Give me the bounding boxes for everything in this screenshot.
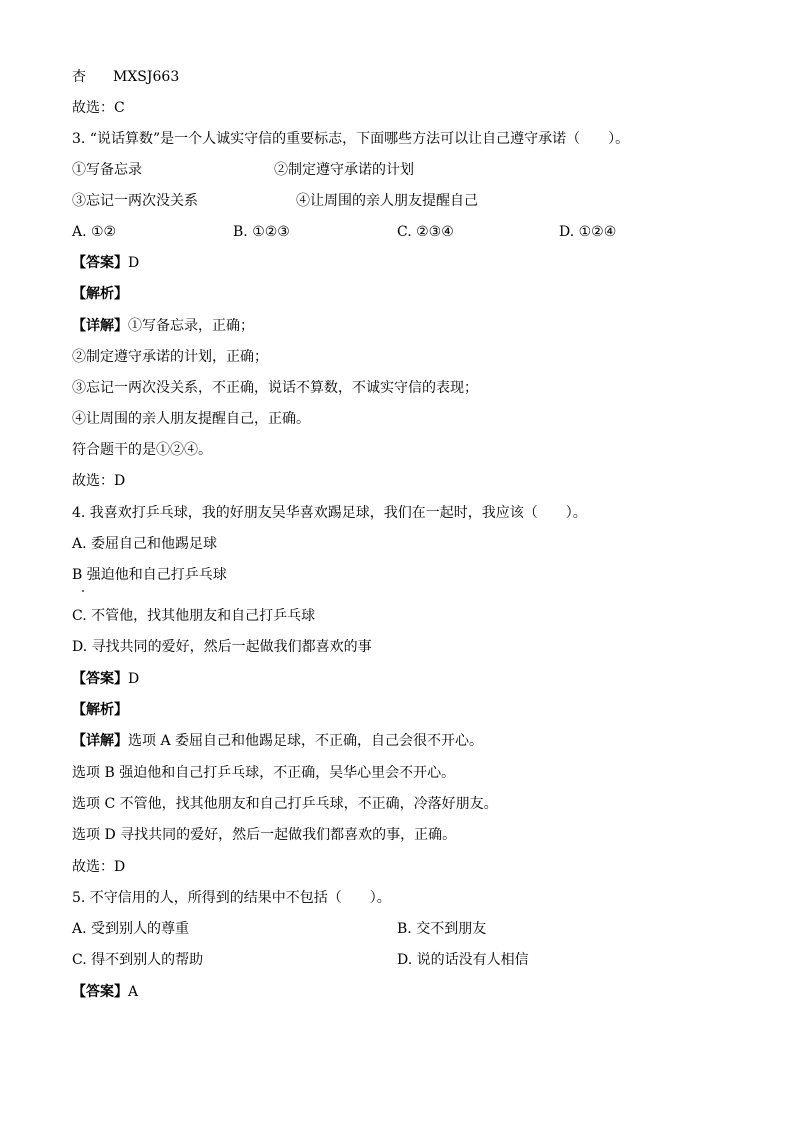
analysis-tag: 【解析】 [72, 286, 128, 302]
q3-statement-4: ④让周围的亲人朋友提醒自己 [296, 193, 478, 209]
q5-option-a: A. 受到别人的尊重 [72, 921, 190, 937]
q4-option-c: C. 不管他，找其他朋友和自己打乒乓球 [72, 608, 316, 624]
detail-tag: 【详解】 [72, 318, 128, 334]
answer-value: D [128, 671, 140, 687]
detail-text: 选项 A 委屈自己和他踢足球，不正确，自己会很不开心。 [128, 733, 484, 749]
answer-tag: 【答案】 [72, 255, 128, 271]
q3-option-b: B. ①②③ [233, 224, 290, 240]
detail-text: ①写备忘录，正确； [128, 318, 254, 334]
detail-tag: 【详解】 [72, 733, 128, 749]
q3-choice-line: 故选：D [72, 473, 126, 489]
q3-option-a: A. ①② [72, 224, 117, 240]
q4-detail-line-1 [72, 731, 483, 751]
q3-statement-1: ①写备忘录 [72, 162, 142, 178]
q4-detail-line-3: 选项 C 不管他，找其他朋友和自己打乒乓球，不正确，冷落好朋友。 [72, 796, 498, 812]
answer-tag: 【答案】 [72, 984, 128, 1000]
choice-line-prev: 故选：C [72, 100, 125, 116]
q5-option-b: B. 交不到朋友 [397, 921, 487, 937]
answer-tag: 【答案】 [72, 671, 128, 687]
q3-detail-line-2: ②制定遵守承诺的计划，正确； [72, 349, 268, 365]
q4-choice-line: 故选：D [72, 859, 126, 875]
question-3: 3. “说话算数”是一个人诚实守信的重要标志，下面哪些方法可以让自己遵守承诺（ ）。 [72, 131, 630, 147]
q4-option-b: B 强迫他和自己打乒乓球 [72, 567, 227, 583]
stray-dot [82, 590, 84, 592]
q4-analysis-line [72, 700, 128, 720]
analysis-tag: 【解析】 [72, 702, 128, 718]
q5-option-d: D. 说的话没有人相信 [397, 952, 529, 968]
q3-statement-3: ③忘记一两次没关系 [72, 193, 198, 209]
header-code: MXSJ663 [113, 69, 180, 85]
q3-detail-line-4: ④让周围的亲人朋友提醒自己，正确。 [72, 411, 310, 427]
q5-option-c: C. 得不到别人的帮助 [72, 952, 204, 968]
answer-value: A [128, 984, 139, 1000]
question-4: 4. 我喜欢打乒乓球，我的好朋友吴华喜欢踢足球，我们在一起时，我应该（ ）。 [72, 505, 587, 521]
answer-value: D [128, 255, 140, 271]
header-char: 杏 [72, 69, 86, 85]
q3-option-c: C. ②③④ [397, 224, 454, 240]
q4-option-a: A. 委屈自己和他踢足球 [72, 536, 218, 552]
q4-detail-line-4: 选项 D 寻找共同的爱好，然后一起做我们都喜欢的事，正确。 [72, 827, 457, 843]
q5-answer-line [72, 982, 138, 1002]
q3-detail-line-3: ③忘记一两次没关系，不正确，说话不算数，不诚实守信的表现； [72, 380, 478, 396]
q3-detail-line-5: 符合题干的是①②④。 [72, 442, 212, 458]
q4-detail-line-2: 选项 B 强迫他和自己打乒乓球，不正确，吴华心里会不开心。 [72, 765, 456, 781]
q3-analysis-line [72, 284, 128, 304]
q3-option-d: D. ①②④ [559, 224, 617, 240]
q4-answer-line [72, 669, 139, 689]
q3-answer-line [72, 253, 139, 273]
q4-option-d: D. 寻找共同的爱好，然后一起做我们都喜欢的事 [72, 639, 372, 655]
question-5: 5. 不守信用的人，所得到的结果中不包括（ ）。 [72, 890, 391, 906]
q3-detail-line-1 [72, 316, 254, 336]
q3-statement-2: ②制定遵守承诺的计划 [274, 162, 414, 178]
